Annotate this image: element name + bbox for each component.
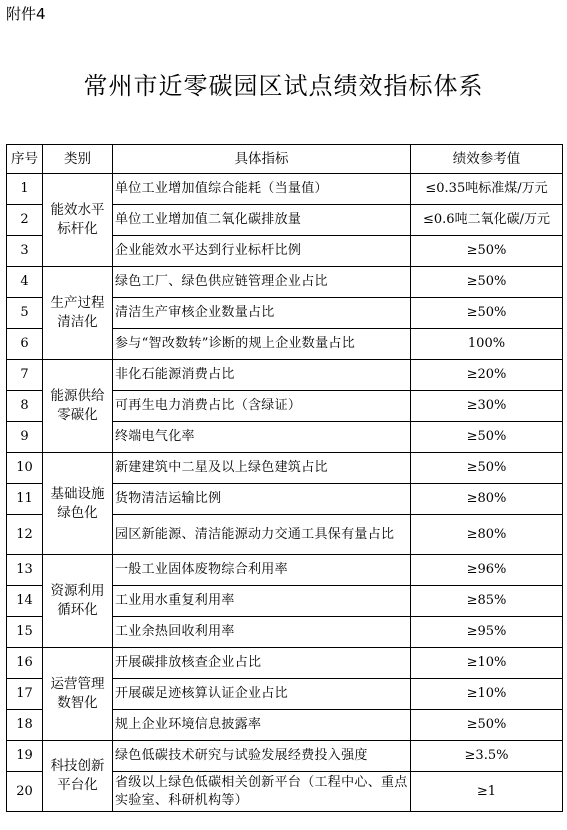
category-cell: 能效水平标杆化 [43,174,113,267]
header-no: 序号 [7,145,43,174]
value-cell: ≤0.35吨标准煤/万元 [411,174,563,205]
category-cell: 能源供给零碳化 [43,360,113,453]
indicator-cell: 园区新能源、清洁能源动力交通工具保有量占比 [113,515,411,555]
value-cell: ≥50% [411,298,563,329]
indicator-cell: 工业用水重复利用率 [113,586,411,617]
table-row [7,174,563,205]
category-cell: 基础设施绿色化 [43,453,113,555]
indicator-cell: 开展碳排放核查企业占比 [113,648,411,679]
indicator-cell: 省级以上绿色低碳相关创新平台（工程中心、重点实验室、科研机构等） [113,772,411,812]
row-number: 7 [7,360,43,391]
row-number: 4 [7,267,43,298]
value-cell: ≥50% [411,267,563,298]
indicator-cell: 货物清洁运输比例 [113,484,411,515]
value-cell: ≥80% [411,484,563,515]
value-cell: ≥95% [411,617,563,648]
row-number: 15 [7,617,43,648]
value-cell: ≥50% [411,236,563,267]
category-cell: 运营管理数智化 [43,648,113,741]
row-number: 19 [7,741,43,772]
header-indicator: 具体指标 [113,145,411,174]
table-row [7,648,563,679]
row-number: 10 [7,453,43,484]
indicator-cell: 开展碳足迹核算认证企业占比 [113,679,411,710]
category-cell: 生产过程清洁化 [43,267,113,360]
value-cell: ≥20% [411,360,563,391]
indicator-cell: 清洁生产审核企业数量占比 [113,298,411,329]
table-row [7,453,563,484]
row-number: 6 [7,329,43,360]
row-number: 9 [7,422,43,453]
value-cell: ≥10% [411,648,563,679]
indicator-cell: 企业能效水平达到行业标杆比例 [113,236,411,267]
row-number: 2 [7,205,43,236]
table-row [7,555,563,586]
value-cell: ≥50% [411,453,563,484]
header-category: 类别 [43,145,113,174]
indicator-cell: 可再生电力消费占比（含绿证） [113,391,411,422]
value-cell: ≥85% [411,586,563,617]
value-cell: ≥30% [411,391,563,422]
value-cell: ≥3.5% [411,741,563,772]
value-cell: ≥50% [411,710,563,741]
row-number: 16 [7,648,43,679]
indicator-cell: 规上企业环境信息披露率 [113,710,411,741]
document-title: 常州市近零碳园区试点绩效指标体系 [83,72,484,100]
row-number: 12 [7,515,43,555]
indicator-cell: 绿色低碳技术研究与试验发展经费投入强度 [113,741,411,772]
header-value: 绩效参考值 [411,145,563,174]
value-cell: ≥96% [411,555,563,586]
indicator-cell: 新建建筑中二星及以上绿色建筑占比 [113,453,411,484]
indicator-cell: 非化石能源消费占比 [113,360,411,391]
table-row [7,741,563,772]
indicator-cell: 一般工业固体废物综合利用率 [113,555,411,586]
row-number: 17 [7,679,43,710]
indicator-table [6,144,563,812]
row-number: 18 [7,710,43,741]
value-cell: ≥50% [411,422,563,453]
indicator-cell: 绿色工厂、绿色供应链管理企业占比 [113,267,411,298]
indicator-cell: 单位工业增加值综合能耗（当量值） [113,174,411,205]
indicator-cell: 单位工业增加值二氧化碳排放量 [113,205,411,236]
row-number: 14 [7,586,43,617]
table-row [7,360,563,391]
row-number: 20 [7,772,43,812]
value-cell: 100% [411,329,563,360]
row-number: 8 [7,391,43,422]
indicator-cell: 终端电气化率 [113,422,411,453]
indicator-cell: 参与“智改数转”诊断的规上企业数量占比 [113,329,411,360]
value-cell: ≥80% [411,515,563,555]
value-cell: ≥10% [411,679,563,710]
category-cell: 科技创新平台化 [43,741,113,812]
category-cell: 资源利用循环化 [43,555,113,648]
attachment-label: 附件4 [6,5,46,23]
value-cell: ≤0.6吨二氧化碳/万元 [411,205,563,236]
row-number: 13 [7,555,43,586]
table-row [7,267,563,298]
table-header-row [7,145,563,174]
value-cell: ≥1 [411,772,563,812]
indicator-cell: 工业余热回收利用率 [113,617,411,648]
row-number: 3 [7,236,43,267]
row-number: 5 [7,298,43,329]
row-number: 11 [7,484,43,515]
row-number: 1 [7,174,43,205]
